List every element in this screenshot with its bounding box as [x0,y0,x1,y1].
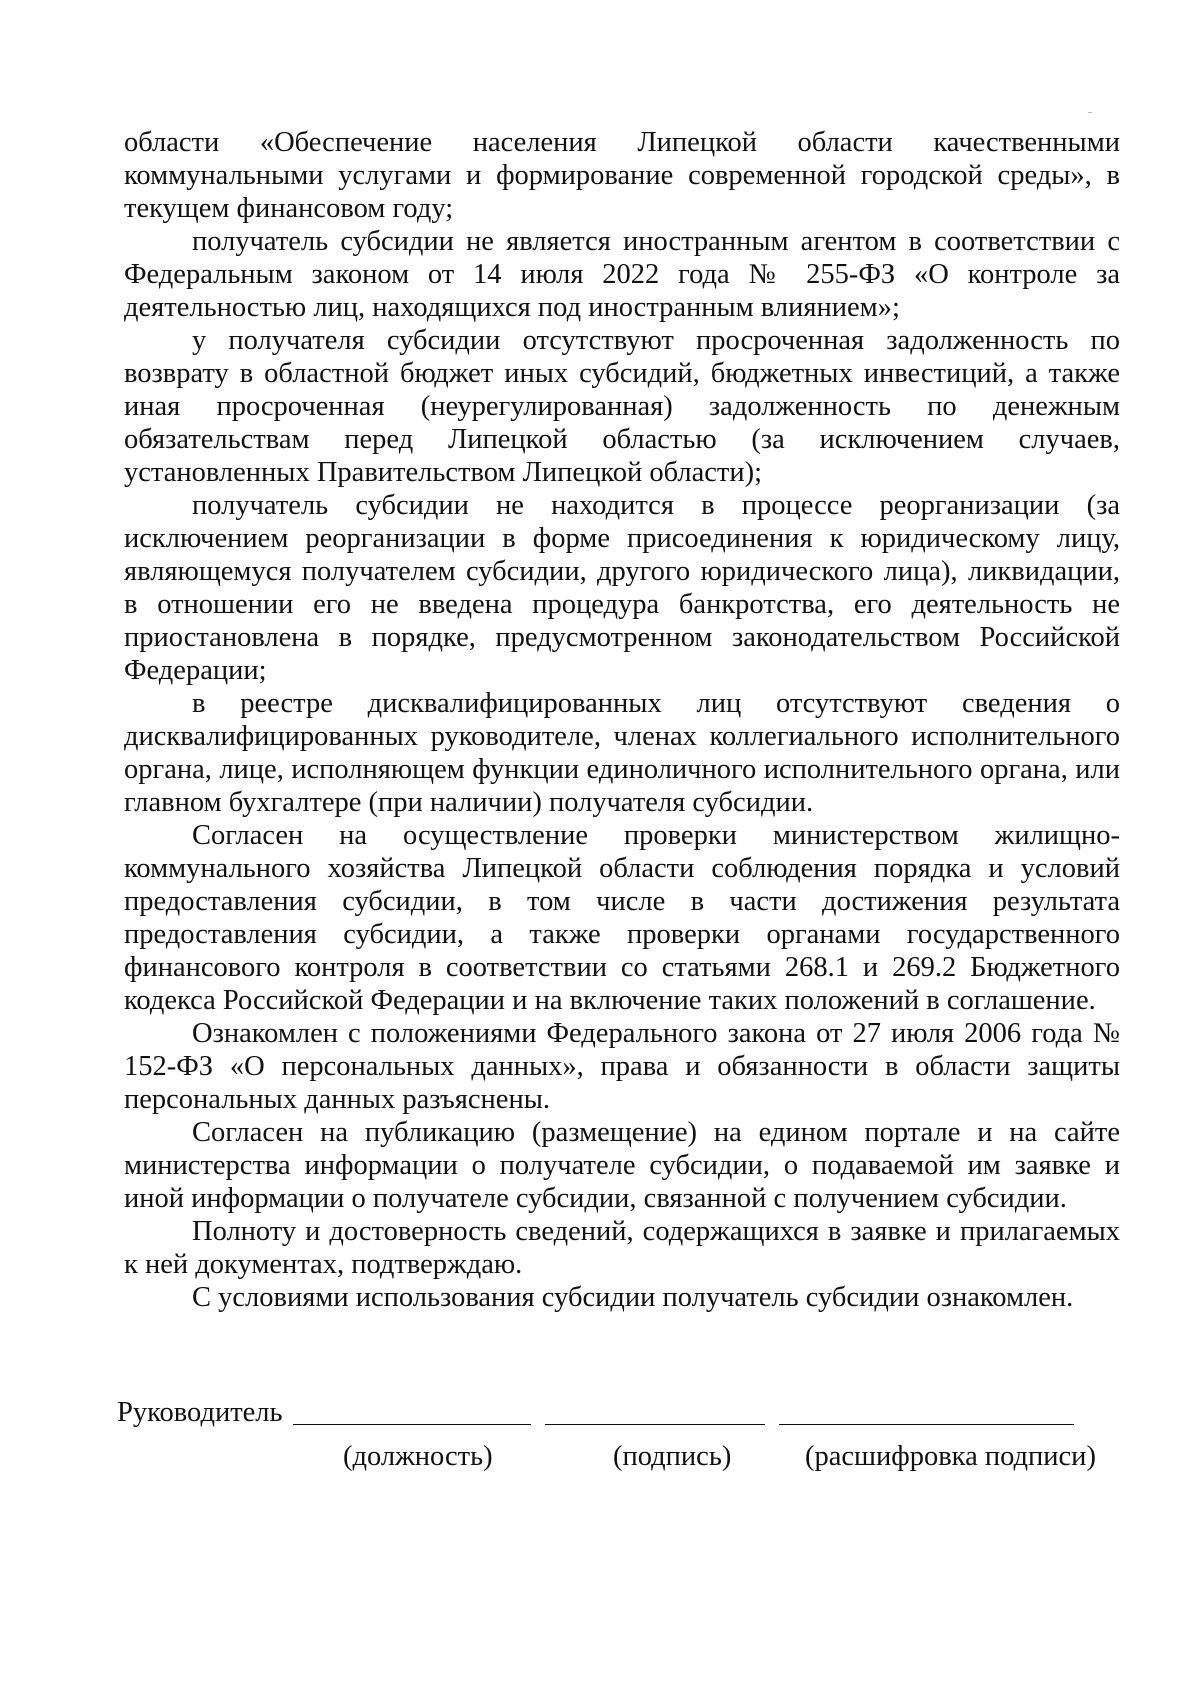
position-caption: (должность) [343,1441,493,1472]
paragraph: Ознакомлен с положениями Федерального закона от 27 июля 2006 года № 152-ФЗ «О персональных данных», права и обязанности в области защиты персональных данных разъяснены. [124,1018,1120,1115]
scan-mark [1088,112,1092,113]
paragraph: Полноту и достоверность сведений, содержащихся в заявке и прилагаемых к ней документах, подтверждаю. [124,1216,1120,1280]
signature-block [117,1396,1117,1486]
signature-label: Руководитель [117,1397,283,1428]
paragraph: получатель субсидии не является иностранным агентом в соответствии с Федеральным законом от 14 июля 2022 года № 255-ФЗ «О контроле за деятельностью лиц, находящихся под иностранным влиянием»; [124,226,1120,323]
paragraph: области «Обеспечение населения Липецкой области качественными коммунальными услугами и формирование современной городской среды», в текущем финансовом году; [124,127,1120,224]
paragraph: в реестре дисквалифицированных лиц отсутствуют сведения о дисквалифицированных руководителе, членах коллегиального исполнительного органа, лице, исполняющем функции единоличного исполнительного органа, или главном бухгалтере (при наличии) получателя субсидии. [124,688,1120,818]
position-field-line [293,1424,531,1425]
signature-caption: (подпись) [613,1441,732,1472]
name-field-line [779,1424,1074,1425]
paragraph: получатель субсидии не находится в процессе реорганизации (за исключением реорганизации в форме присоединения к юридическому лицу, являющемуся получателем субсидии, другого юридического лица), ликвидации, в отношении его не введена процедура банкротства, его деятельность не приостановлена в порядке, предусмотренном законодательством Российской Федерации; [124,490,1120,686]
signature-field-line [545,1424,765,1425]
paragraph: Согласен на публикацию (размещение) на едином портале и на сайте министерства информации о получателе субсидии, о подаваемой им заявке и иной информации о получателе субсидии, связанной с получением субсидии. [124,1117,1120,1214]
paragraph: у получателя субсидии отсутствуют просроченная задолженность по возврату в областной бюджет иных субсидий, бюджетных инвестиций, а также иная просроченная (неурегулированная) задолженность по денежным обязательствам перед Липецкой областью (за исключением случаев, установленных Правительством Липецкой области); [124,325,1120,488]
document-body [124,126,1120,1314]
name-caption: (расшифровка подписи) [805,1441,1096,1472]
paragraph: Согласен на осуществление проверки министерством жилищно-коммунального хозяйства Липецкой области соблюдения порядка и условий предоставления субсидии, в том числе в части достижения результата предоставления субсидии, а также проверки органами государственного финансового контроля в соответствии со статьями 268.1 и 269.2 Бюджетного кодекса Российской Федерации и на включение таких положений в соглашение. [124,820,1120,1016]
paragraph: С условиями использования субсидии получатель субсидии ознакомлен. [192,1282,1074,1313]
